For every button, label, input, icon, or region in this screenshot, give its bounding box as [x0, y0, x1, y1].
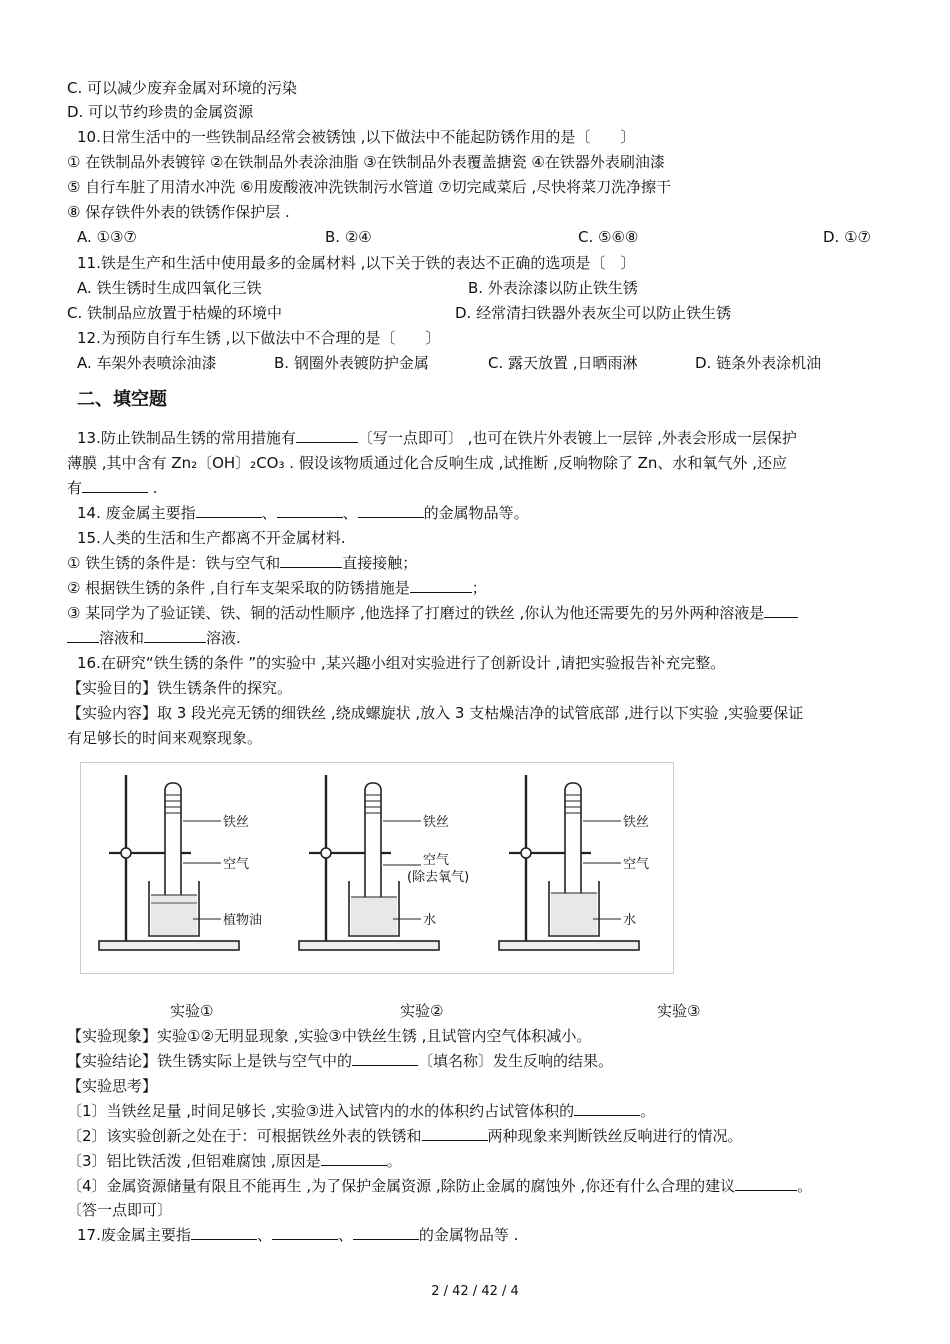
label-air-3: 空气 — [623, 857, 650, 872]
q16-conclusion: 【实验结论】铁生锈实际上是铁与空气中的 〔填名称〕发生反响的结果。 — [67, 1052, 614, 1070]
question-15: 15.人类的生活和生产都离不开金属材料. — [77, 529, 346, 547]
q16-blank-2[interactable] — [422, 1126, 488, 1141]
caption-exp-1: 实验① — [170, 1002, 214, 1020]
label-air-2: 空气 — [423, 853, 450, 868]
q11-option-d: D. 经常清扫铁器外表灰尘可以防止铁生锈 — [455, 304, 732, 322]
question-12: 12.为预防自行车生锈 ,以下做法中不合理的是〔 〕 — [77, 329, 441, 347]
q10-option-a: A. ①③⑦ — [77, 228, 137, 246]
apparatus-1 — [99, 775, 239, 950]
q10-option-d: D. ①⑦ — [823, 228, 871, 246]
q15-blank-3[interactable] — [764, 603, 798, 618]
q12-option-c: C. 露天放置 ,日晒雨淋 — [488, 354, 638, 372]
q16-think-4: 〔4〕金属资源储量有限且不能再生 ,为了保护金属资源 ,除防止金属的腐蚀外 ,你还有什么合理的建议 。 — [67, 1177, 813, 1195]
option-d-prev: D. 可以节约珍贵的金属资源 — [67, 103, 254, 121]
question-11: 11.铁是生产和生活中使用最多的金属材料 ,以下关于铁的表达不正确的选项是〔 〕 — [77, 254, 636, 272]
question-17: 17.废金属主要指 、 、 的金属物品等 . — [77, 1226, 519, 1244]
label-water-3: 水 — [623, 913, 637, 928]
apparatus-3 — [499, 775, 639, 950]
q16-phenomenon: 【实验现象】实验①②无明显现象 ,实验③中铁丝生锈 ,且试管内空气体积减小。 — [67, 1027, 592, 1045]
q15-item-1: ① 铁生锈的条件是：铁与空气和 直接接触； — [67, 554, 418, 572]
q13-line-2: 薄膜 ,其中含有 Zn₂〔OH〕₂CO₃ . 假设该物质通过化合反响生成 ,试推断 ,反响物除了 Zn、水和氧气外 ,还应 — [67, 454, 787, 472]
q11-option-b: B. 外表涂漆以防止铁生锈 — [468, 279, 638, 297]
q16-content-2: 有足够长的时间来观察现象。 — [67, 729, 263, 747]
q10-line-1: ① 在铁制品外表镀锌 ②在铁制品外表涂油脂 ③在铁制品外表覆盖搪瓷 ④在铁器外表刷油漆 — [67, 153, 665, 171]
q14-blank-2[interactable] — [277, 503, 343, 518]
question-16: 16.在研究“铁生锈的条件 ”的实验中 ,某兴趣小组对实验进行了创新设计 ,请把实验报告补充完整。 — [77, 654, 726, 672]
label-wire-3: 铁丝 — [623, 815, 650, 830]
q17-blank-1[interactable] — [191, 1225, 257, 1240]
q16-content-1: 【实验内容】取 3 段光亮无锈的细铁丝 ,绕成螺旋状 ,放入 3 支枯燥洁净的试管底部 ,进行以下实验 ,实验要保证 — [67, 704, 804, 722]
page-footer: 2 / 42 / 42 / 4 — [431, 1284, 519, 1299]
q15-blank-3-cont[interactable] — [67, 628, 99, 643]
q16-blank-3[interactable] — [321, 1151, 387, 1166]
q15-item-3-cont: 溶液和 溶液. — [67, 628, 241, 648]
q16-think-3: 〔3〕铝比铁活泼 ,但铝难腐蚀 ,原因是 。 — [67, 1152, 402, 1170]
q17-blank-3[interactable] — [353, 1225, 419, 1240]
q14-blank-1[interactable] — [196, 503, 262, 518]
q15-blank-1[interactable] — [280, 553, 342, 568]
question-14: 14. 废金属主要指 、 、 的金属物品等。 — [77, 504, 529, 522]
q16-aim: 【实验目的】铁生锈条件的探究。 — [67, 679, 293, 697]
q15-blank-2[interactable] — [410, 578, 472, 593]
q15-blank-4[interactable] — [144, 628, 206, 643]
caption-exp-2: 实验② — [400, 1002, 444, 1020]
caption-exp-3: 实验③ — [657, 1002, 701, 1020]
q13-line-3: 有 . — [67, 479, 158, 497]
label-no-o2: (除去氧气) — [407, 870, 470, 885]
q12-option-b: B. 钢圈外表镀防护金属 — [274, 354, 429, 372]
q14-blank-3[interactable] — [358, 503, 424, 518]
q16-blank-1[interactable] — [574, 1101, 640, 1116]
q10-option-c: C. ⑤⑥⑧ — [578, 228, 639, 246]
q15-item-3: ③ 某同学为了验证镁、铁、铜的活动性顺序 ,他选择了打磨过的铁丝 ,你认为他还需要先的另外两种溶液是 — [67, 603, 798, 623]
label-oil: 植物油 — [223, 913, 263, 928]
apparatus-2 — [299, 775, 439, 950]
section-title: 二、填空题 — [77, 389, 167, 410]
q11-option-c: C. 铁制品应放置于枯燥的环境中 — [67, 304, 283, 322]
q16-think-1: 〔1〕当铁丝足量 ,时间足够长 ,实验③进入试管内的水的体积约占试管体积的 。 — [67, 1102, 656, 1120]
label-wire-2: 铁丝 — [423, 815, 450, 830]
q17-blank-2[interactable] — [272, 1225, 338, 1240]
label-air-1: 空气 — [223, 857, 250, 872]
q10-option-b: B. ②④ — [325, 228, 372, 246]
q11-option-a: A. 铁生锈时生成四氧化三铁 — [77, 279, 262, 297]
q16-think-4-note: 〔答一点即可〕 — [67, 1201, 173, 1219]
question-13: 13.防止铁制品生锈的常用措施有 〔写一点即可〕 ,也可在铁片外表镀上一层锌 ,外表会形成一层保护 — [77, 429, 797, 447]
q16-think-2: 〔2〕该实验创新之处在于：可根据铁丝外表的铁锈和 两种现象来判断铁丝反响进行的情况。 — [67, 1127, 743, 1145]
q15-item-2: ② 根据铁生锈的条件 ,自行车支架采取的防锈措施是 ； — [67, 579, 487, 597]
q16-blank-4[interactable] — [735, 1176, 797, 1191]
q12-option-d: D. 链条外表涂机油 — [695, 354, 822, 372]
label-wire-1: 铁丝 — [223, 815, 250, 830]
experiment-figure — [80, 762, 674, 974]
q10-line-3: ⑧ 保存铁件外表的铁锈作保护层 . — [67, 203, 290, 221]
q10-line-2: ⑤ 自行车脏了用清水冲洗 ⑥用废酸液冲洗铁制污水管道 ⑦切完咸菜后 ,尽快将菜刀洗净擦干 — [67, 178, 672, 196]
label-water-2: 水 — [423, 913, 437, 928]
q13-blank-1[interactable] — [296, 428, 358, 443]
q16-blank-concl[interactable] — [352, 1051, 418, 1066]
question-10: 10.日常生活中的一些铁制品经常会被锈蚀 ,以下做法中不能起防锈作用的是〔 〕 — [77, 128, 636, 146]
q13-blank-2[interactable] — [82, 478, 148, 493]
option-c-prev: C. 可以减少废弃金属对环境的污染 — [67, 79, 298, 97]
q12-option-a: A. 车架外表喷涂油漆 — [77, 354, 217, 372]
q16-think: 【实验思考】 — [67, 1077, 158, 1095]
